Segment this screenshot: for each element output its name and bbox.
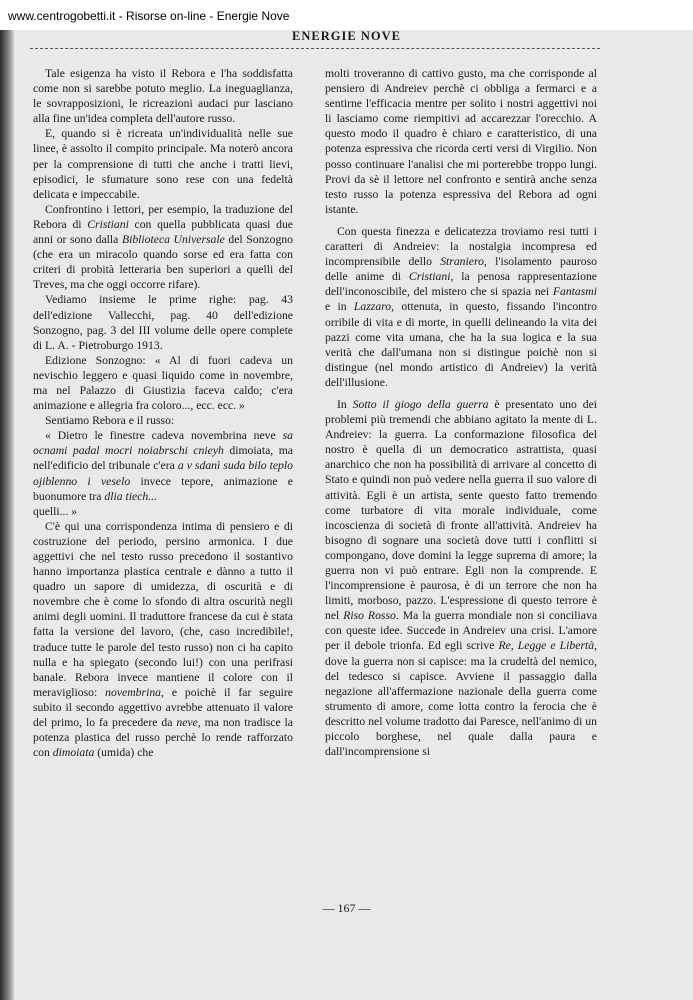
source-bar	[0, 0, 693, 30]
quotation-end: quelli... »	[33, 504, 78, 518]
paragraph: Tale esigenza ha visto il Rebora e l'ha soddisfatta come non si sarebbe potuto meglio. La ineguaglianza, le sovrapposizioni, le ricreazioni audaci pur lasciano alla fine un'idea completa dell'autore russo.	[33, 67, 293, 126]
right-column	[325, 66, 597, 759]
page-binding-shadow	[0, 30, 14, 1000]
paragraph: E, quando si è ricreata un'individualità nelle sue linee, è assolto il compito principale. Ma noterò ancora per la comprensione di tutti che anche i tratti lievi, episodici, le sfumature sono rese con una fedeltà delicata e impeccabile.	[33, 127, 293, 201]
header-rule	[30, 48, 600, 49]
quotation: « Dietro le finestre cadeva novembrina neve sa ocnami padal mocri noiabrschi cnieyh dimoiata, ma nell'edificio del tribunale c'era a v sdanì suda bilo teplo ojiblenno i veselo invece tepore, animazione e buonumore tra dlia tiech...	[33, 429, 293, 503]
paragraph: In Sotto il giogo della guerra è presentato uno dei problemi più tremendi che abbiano agitato la mente di L. Andreiev: la guerra. La conformazione filosofica del nostro è quella di un democratico astrattista, quasi anarchico che non ha possibilità di arrivare al concetto di Stato e quindi non può vedere nella guerra il suo valore di attività. Egli è un artista, sente questo fatto tremendo come turbatore di vita morale individuale, come incoscienza di società di fronte all'attività. Andreiev ha bisogno di sognare una società dove tutti i conflitti si compongano, dove domini la legge suprema di amore; la guerra non vi può entrare. Egli non la comprende. E l'incomprensione è paurosa, è di un terrore che non ha limiti, morboso, pazzo. L'espressione di questo terrore è nel Riso Rosso. Ma la guerra mondiale non si conciliava con queste idee. Succede in Andreiev una crisi. L'amore per il debole trionfa. Ed egli scrive Re, Legge e Libertà, dove la guerra non si capisce: ma la crudeltà del nemico, del tedesco si capisce. Avviene il passaggio dalla negazione all'affermazione nazionale della guerra come strumento di amore, come lotta contro la ferocia che è descritto nel volume tradotto dai Paresce, nell'animo di un piccolo borghese, nel quale dalla paura e dall'incomprensione si	[325, 397, 598, 759]
page-number: — 167 —	[322, 901, 371, 915]
left-column	[33, 66, 293, 760]
paragraph: Sentiamo Rebora e il russo:	[45, 414, 175, 428]
paragraph: Edizione Sonzogno: « Al di fuori cadeva un nevischio leggero e quasi liquido come in novembre, ma nel Palazzo di Giustizia faceva caldo; c'era animazione e allegria fra coloro..., ecc. ecc. »	[33, 353, 293, 413]
paragraph: Confrontino i lettori, per esempio, la traduzione del Rebora di Cristiani con quella pubblicata quasi due anni or sono dalla Biblioteca Universale del Sonzogno (che era un miracolo quando sorse ed era fatta con criteri di probità letteraria ben superiori a quelli del Treves, ma che oggi occorre rifare).	[33, 202, 293, 292]
journal-title: ENERGIE NOVE	[292, 29, 401, 43]
paragraph: molti troveranno di cattivo gusto, ma che corrisponde al pensiero di Andreiev perchè ci obbliga a fermarci e a sentirne l'efficacia mentre per solito i nostri aggettivi noi li lasciamo come riempitivi ad accarezzar l'orecchio. A questo modo il quadro è chiaro e caratteristico, di una potenza espressiva che ricorda certi versi di Virgilio. Non posso continuare l'analisi che mi porterebbe troppo lungi. Provi da sè il lettore nel confronto e sentirà anche senza testo russo la potenza espressiva del Rebora ad ogni istante.	[325, 67, 597, 216]
source-credit: www.centrogobetti.it - Risorse on-line - Energie Nove	[8, 9, 290, 23]
paragraph: Vediamo insieme le prime righe: pag. 43 dell'edizione Vallecchi, pag. 40 dell'edizione Sonzogno, pag. 3 del III volume delle opere complete di L. A. - Pietroburgo 1913.	[33, 293, 293, 352]
paragraph: C'è qui una corrispondenza intima di pensiero e di costruzione del periodo, persino armonica. I due aggettivi che nel testo russo precedono il sostantivo hanno importanza plastica centrale e dànno a tutto il quadro un sapore di umidezza, di oscurità e di novembre che è come lo sfondo di altra oscurità negli animi degli uomini. Il traduttore francese da cui è stata fatta la versione del lavoro, (che, caso incredibile!, traduce tutte le parole del testo russo) non ci ha capito nulla e ha spiegato (secondo lui!) con una perifrasi banale. Rebora invece mantiene il colore con il meraviglioso: novembrina, e poichè il far seguire subito il secondo aggettivo avrebbe attenuato il valore del primo, lo fa precedere da neve, ma non tradisce la potenza plastica del russo perchè lo rende rafforzato con dimoiata (umida) che	[33, 519, 293, 760]
paragraph: Con questa finezza e delicatezza troviamo resi tutti i caratteri di Andreiev: la nostalgia incompresa ed incomprensibile dello Straniero, l'isolamento pauroso delle anime di Cristiani, la penosa rappresentazione dell'inconoscibile, del mistero che si spazia nei Fantasmi e in Lazzaro, ottenuta, in questo, fissando l'incontro orribile di vita e di morte, in quelli delineando la vita dei pazzi come vita umana, che ha la sua logica e la sua verità che dall'umana non si distingue poichè non si distingue (nel mondo artistico di Andreiev) la verità dell'illusione.	[325, 224, 597, 389]
